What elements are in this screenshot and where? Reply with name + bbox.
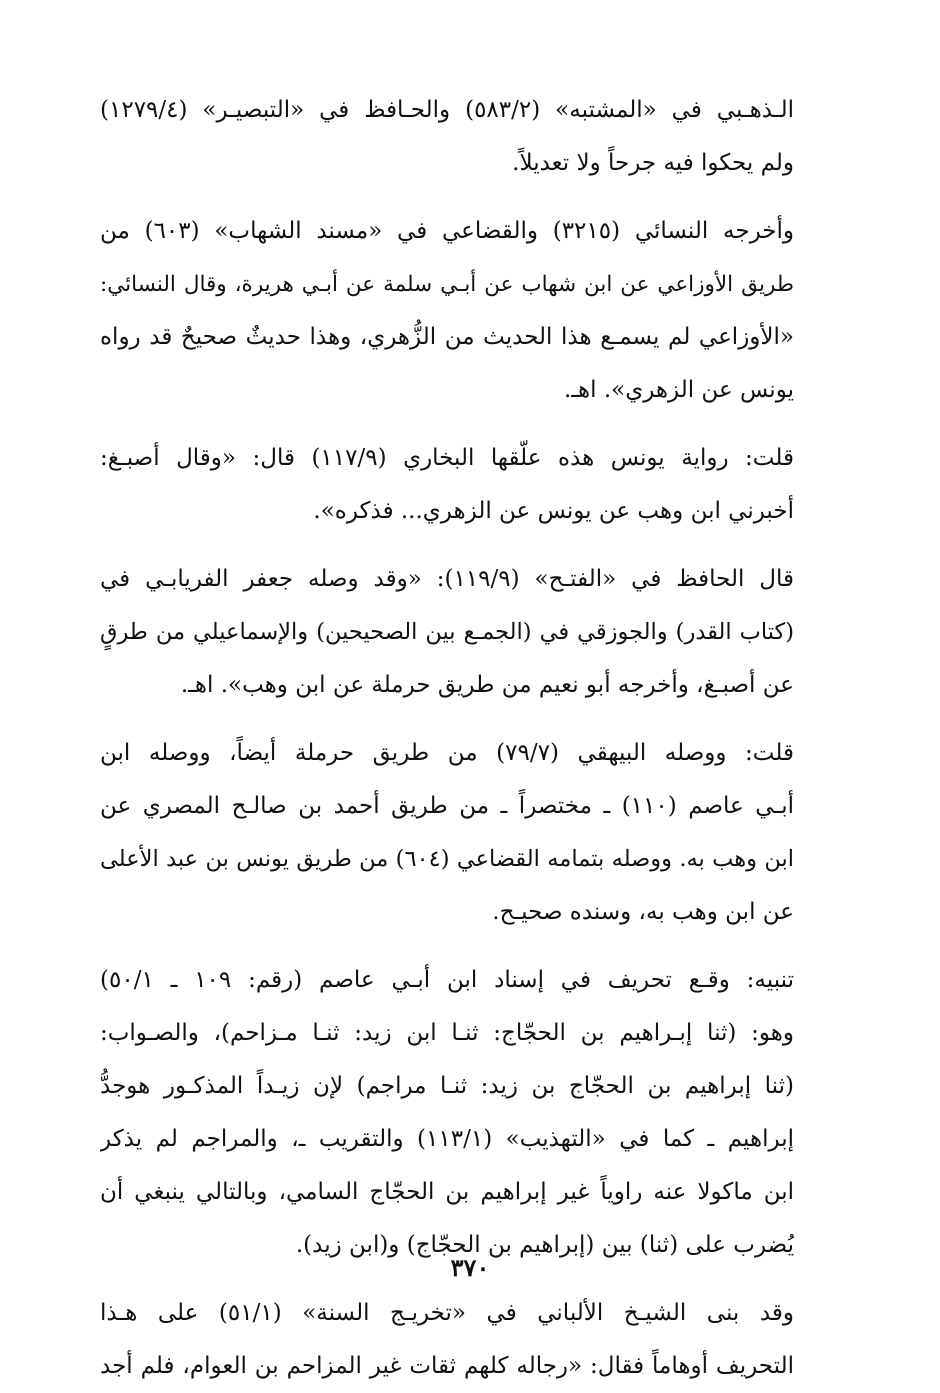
text-line: قلت: رواية يونس هذه علّقها البخاري (١١٧/٩) قال: «وقال أصبـغ:	[100, 445, 794, 471]
paragraph-5	[100, 727, 794, 939]
text-line: (كتاب القدر) والجوزقي في (الجمـع بين الصحيحين) والإسماعيلي من طرقٍ	[100, 619, 794, 645]
paragraph-2	[100, 205, 794, 417]
text-line: يونس عن الزهري». اهـ.	[563, 377, 794, 403]
text-line: التحريف أوهاماً فقال: «رجاله كلهم ثقات غير المزاحم بن العوام، فلم أجد	[100, 1353, 794, 1379]
paragraph-7	[100, 1287, 794, 1393]
paragraph-6	[100, 954, 794, 1272]
text-line: عن ابن وهب به، وسنده صحيـح.	[492, 899, 794, 925]
text-line: قلت: ووصله البيهقي (٧٩/٧) من طريق حرملة أيضاً، ووصله ابن	[100, 740, 794, 766]
text-line: ابن ماكولا عنه راوياً غير إبراهيم بن الحجّاج السامي، وبالتالي ينبغي أن	[100, 1179, 794, 1205]
text-line: (ثنا إبراهيم بن الحجّاج بن زيد: ثنـا مراجم) لإن زيـداً المذكـور هوجدُّ	[100, 1073, 794, 1099]
text-line: أخبرني ابن وهب عن يونس عن الزهري... فذكره».	[313, 498, 794, 524]
text-line: قال الحافظ في «الفتـح» (١١٩/٩): «وقد وصله جعفر الفريابـي في	[100, 566, 794, 592]
text-line: أبـي عاصم (١١٠) ـ مختصراً ـ من طريق أحمد بن صالـح المصري عن	[100, 793, 794, 819]
text-line: طريق الأوزاعي عن ابن شهاب عن أبـي سلمة عن أبـي هريرة، وقال النسائي:	[100, 272, 794, 297]
text-line: وقد بنى الشيـخ الألباني في «تخريـج السنة» (٥١/١) على هـذا	[100, 1300, 794, 1326]
paragraph-1	[100, 84, 794, 190]
text-line: تنبيه: وقـع تحريف في إسناد ابن أبـي عاصم (رقم: ١٠٩ ـ ٥٠/١)	[100, 967, 794, 993]
text-line: إبراهيم ـ كما في «التهذيب» (١١٣/١) والتقريب ـ، والمراجم لم يذكر	[100, 1126, 794, 1152]
text-line: ولم يحكوا فيه جرحاً ولا تعديلاً.	[512, 150, 794, 176]
text-line: وهو: (ثنا إبـراهيم بن الحجّاج: ثنـا ابن زيد: ثنـا مـزاحم)، والصـواب:	[100, 1020, 794, 1046]
text-line: وأخرجه النسائي (٣٢١٥) والقضاعي في «مسند الشهاب» (٦٠٣) من	[100, 218, 794, 244]
paragraph-3	[100, 432, 794, 538]
page-number: ٣٧٠	[450, 1253, 490, 1282]
text-line: «الأوزاعي لم يسمـع هذا الحديث من الزُّهري، وهذا حديثٌ صحيحٌ قد رواه	[100, 324, 794, 350]
text-line: ابن وهب به. ووصله بتمامه القضاعي (٦٠٤) من طريق يونس بن عبد الأعلى	[100, 846, 794, 872]
text-line: يُضرب على (ثنا) بين (إبراهيم بن الحجّاج) و(ابن زيد).	[295, 1232, 794, 1258]
text-line: الـذهـبي في «المشتبه» (٥٨٣/٢) والحـافظ في «التبصيـر» (١٢٧٩/٤)	[100, 97, 794, 123]
page-body	[100, 84, 794, 1379]
paragraph-4	[100, 553, 794, 712]
text-line: عن أصبـغ، وأخرجه أبو نعيم من طريق حرملة عن ابن وهب». اهـ.	[180, 672, 794, 698]
